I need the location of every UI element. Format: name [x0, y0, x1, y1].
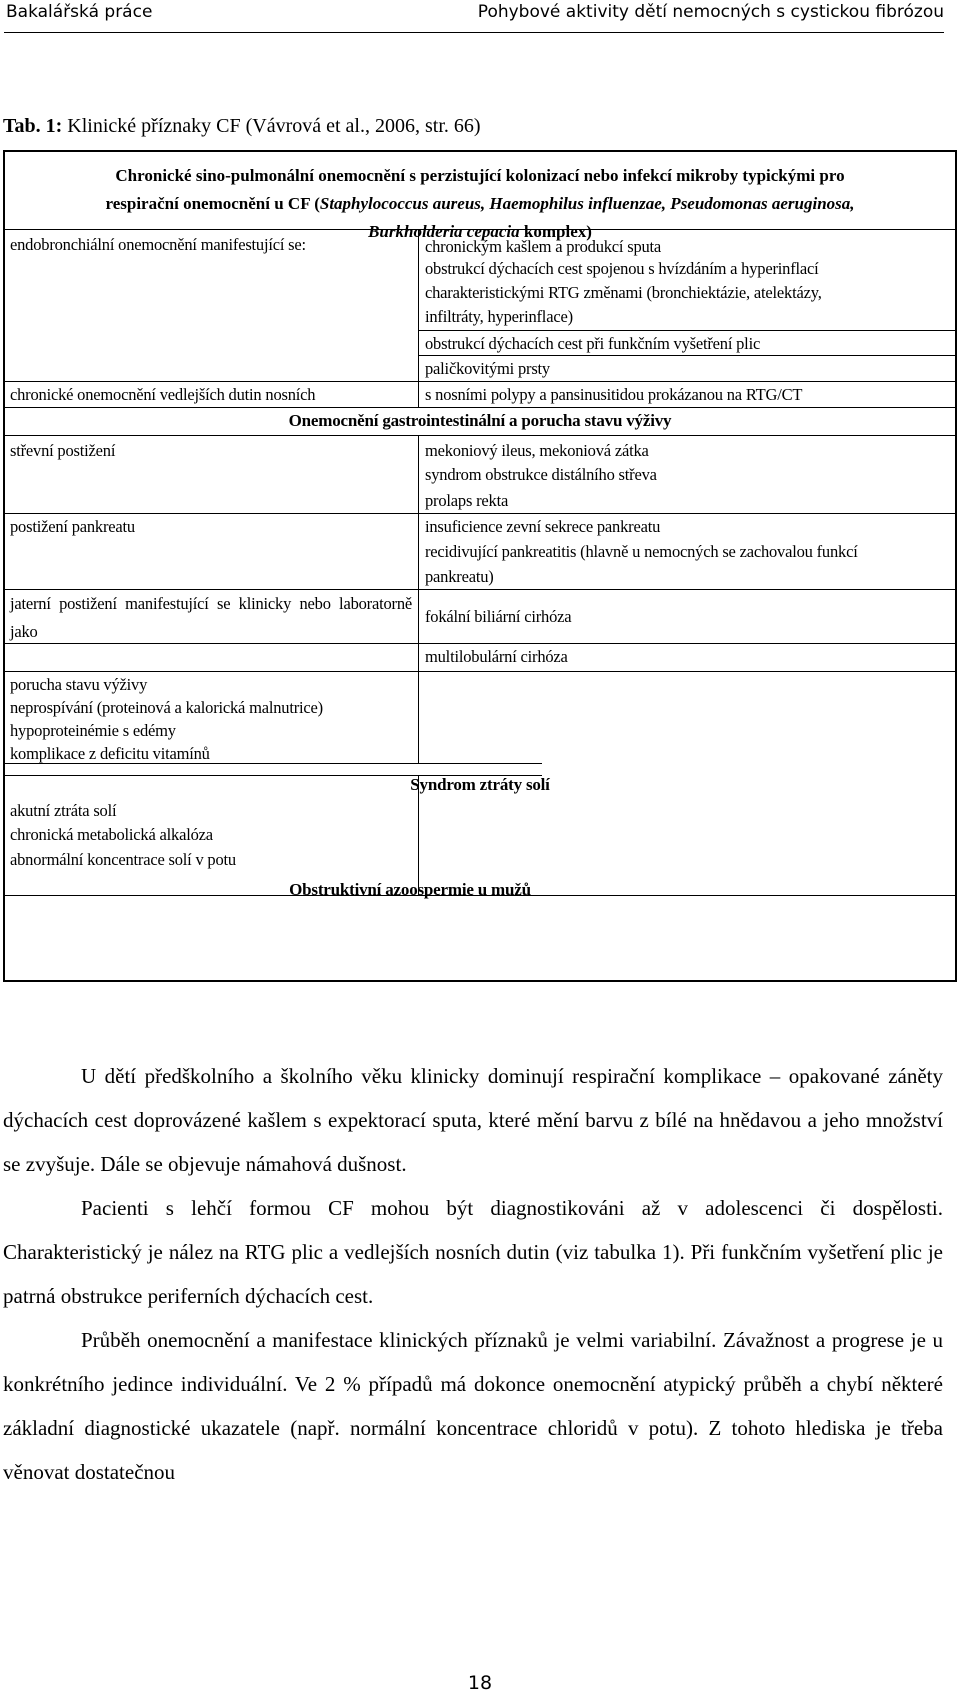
body-paragraph: Průběh onemocnění a manifestace klinických příznaků je velmi variabilní. Závažnost a progrese je u konkrétního jedince individuální. Ve 2 % případů má dokonce onemocnění atypický průběh a chybí některé základní diagnostické ukazatele (např. normální koncentrace chloridů v potu). Z tohoto hlediska je třeba věnovat dostatečnou — [3, 1328, 943, 1484]
row-divider — [5, 229, 955, 230]
heading-text-end: komplex) — [519, 222, 592, 241]
header-thesis-title: Pohybové aktivity dětí nemocných s cystickou fibrózou — [477, 2, 944, 22]
liver-label: jaterní postižení manifestující se klinicky nebo laboratorně jako — [10, 594, 412, 641]
gi-section-heading: Onemocnění gastrointestinální a porucha stavu výživy — [288, 411, 672, 430]
row-divider — [5, 435, 955, 436]
pancreas-label: postižení pankreatu — [10, 517, 135, 536]
heading-text: respirační onemocnění u CF ( — [105, 194, 320, 213]
body-paragraph: Pacienti s lehčí formou CF mohou být diagnostikováni až v adolescenci či dospělosti. Charakteristický je nález na RTG plic a vedlejších nosních dutin (viz tabulka 1). Při funkčním vyšetření plic je patrná obstrukce periferních dýchacích cest. — [3, 1196, 943, 1308]
header-rule — [4, 32, 944, 33]
respiratory-manifestation: charakteristickými RTG změnami (bronchiektázie, atelektázy, — [425, 283, 822, 302]
respiratory-manifestation: infiltráty, hyperinflace) — [425, 307, 573, 326]
endobronchial-disease-label: endobronchiální onemocnění manifestující se: — [10, 235, 306, 254]
salt-loss-item: abnormální koncentrace solí v potu — [10, 850, 236, 869]
salt-loss-item: akutní ztráta solí — [10, 801, 117, 820]
pancreas-manifestation: recidivující pankreatitis (hlavně u nemocných se zachovalou funkcí — [425, 542, 858, 561]
running-header — [0, 0, 960, 34]
symptoms-table — [3, 150, 957, 982]
nutrition-item: neprospívání (proteinová a kalorická malnutrice) — [10, 698, 323, 717]
liver-manifestation: multilobulární cirhóza — [425, 647, 568, 666]
salt-loss-item: chronická metabolická alkalóza — [10, 825, 213, 844]
column-divider — [418, 435, 419, 763]
intestinal-label: střevní postižení — [10, 441, 116, 460]
liver-manifestation: fokální biliární cirhóza — [425, 607, 572, 626]
nutrition-item: komplikace z deficitu vitamínů — [10, 744, 210, 763]
respiratory-manifestation: paličkovitými prsty — [425, 359, 550, 378]
row-divider — [5, 671, 955, 672]
table-heading-line-1: Chronické sino-pulmonální onemocnění s perzistující kolonizací nebo infekcí mikroby typickými pro — [115, 166, 845, 185]
body-text — [3, 1054, 943, 1494]
table-caption-label: Tab. 1: — [3, 115, 63, 137]
respiratory-manifestation: obstrukcí dýchacích cest při funkčním vyšetření plic — [425, 334, 761, 353]
sinus-disease-label: chronické onemocnění vedlejších dutin nosních — [10, 385, 316, 404]
body-paragraph: U dětí předškolního a školního věku klinicky dominují respirační komplikace – opakované záněty dýchacích cest doprovázené kašlem s expektorací sputa, které mění barvu z bílé na hnědavou a jeho množství se zvyšuje. Dále se objevuje námahová dušnost. — [3, 1064, 943, 1176]
respiratory-manifestation: chronickým kašlem a produkcí sputa — [425, 237, 662, 256]
header-thesis-type: Bakalářská práce — [6, 2, 153, 22]
nutrition-item: porucha stavu výživy — [10, 675, 148, 694]
azoospermia-heading: Obstruktivní azoospermie u mužů — [289, 880, 531, 899]
nutrition-item: hypoproteinémie s edémy — [10, 721, 176, 740]
table-heading-line-2 — [13, 190, 947, 218]
intestinal-manifestation: prolaps rekta — [425, 491, 509, 510]
heading-pathogen-burkholderia: Burkholderia cepacia — [368, 222, 520, 241]
table-caption-text: Klinické příznaky CF (Vávrová et al., 2006, str. 66) — [62, 115, 481, 137]
page-number: 18 — [467, 1672, 493, 1694]
heading-pathogens: Staphylococcus aureus, Haemophilus influenzae, Pseudomonas aeruginosa, — [319, 194, 855, 213]
pancreas-manifestation: insuficience zevní sekrece pankreatu — [425, 517, 661, 536]
sinus-disease-description: s nosními polypy a pansinusitidou prokázanou na RTG/CT — [425, 385, 803, 404]
pancreas-manifestation: pankreatu) — [425, 567, 494, 586]
respiratory-manifestation: obstrukcí dýchacích cest spojenou s hvízdáním a hyperinflací — [425, 259, 819, 278]
salt-loss-heading: Syndrom ztráty solí — [410, 775, 550, 794]
intestinal-manifestation: syndrom obstrukce distálního střeva — [425, 465, 657, 484]
intestinal-manifestation: mekoniový ileus, mekoniová zátka — [425, 441, 649, 460]
table-caption — [3, 115, 481, 138]
